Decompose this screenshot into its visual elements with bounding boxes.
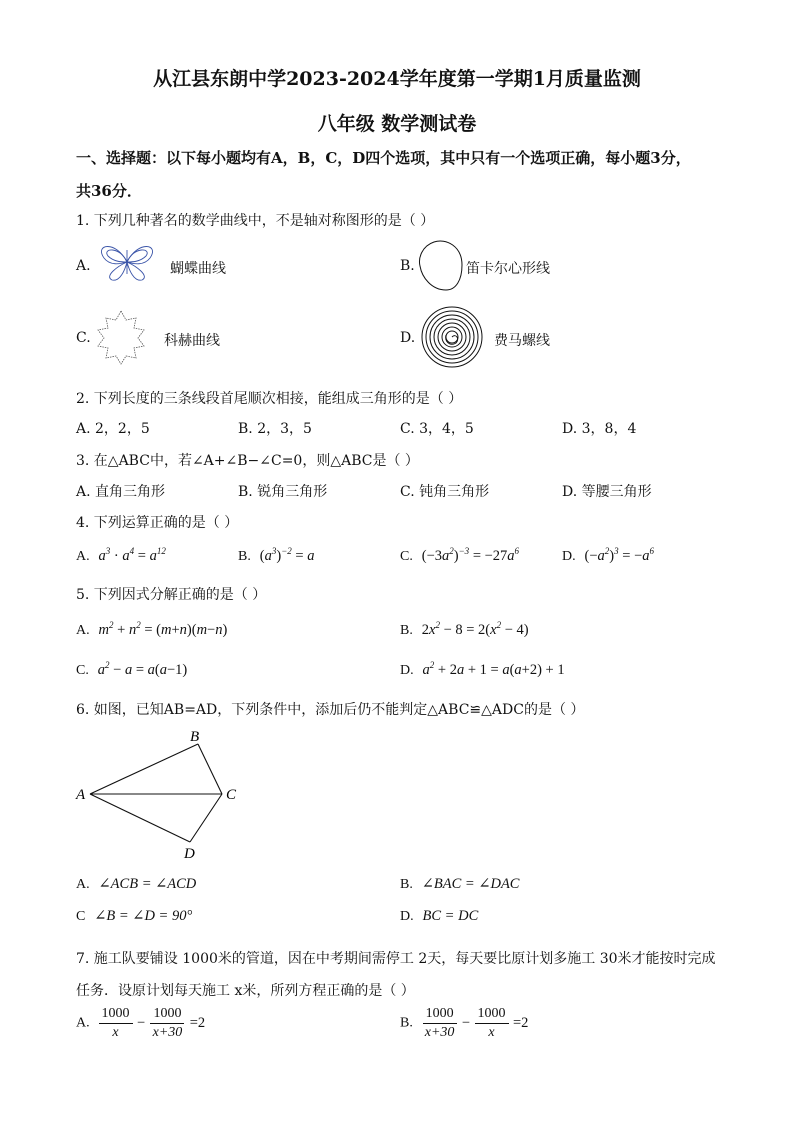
q3-option-d: D. 等腰三角形 bbox=[562, 484, 652, 500]
q2-option-a: A. 2，2，5 bbox=[76, 421, 150, 437]
vertex-label-d: D bbox=[184, 846, 195, 862]
vertex-label-a: A bbox=[76, 787, 86, 803]
q4-option-c: C. $(-3a^2)^{-3} = -27a^6$ bbox=[400, 546, 520, 564]
q6-option-c: C ∠B = ∠D = 90° bbox=[76, 908, 193, 924]
question-6-stem: 6. 如图，已知AB=AD，下列条件中，添加后仍不能判定△ABC≌△ADC的是（ ） bbox=[76, 702, 585, 718]
question-3-stem: 3. 在△ABC中，若∠A+∠B−∠C=0，则△ABC是（ ） bbox=[76, 453, 419, 469]
vertex-label-c: C bbox=[226, 787, 237, 803]
q7-option-a: A. $\frac{1000}{x}$ − $\frac{1000}{x+30}$ =2 bbox=[76, 1006, 206, 1040]
exam-title: 从江县东朗中学2023-2024学年度第一学期1月质量监测 bbox=[153, 68, 641, 90]
cardioid-curve-icon bbox=[416, 236, 472, 294]
vertex-label-b: B bbox=[190, 729, 200, 745]
q1-option-c-text: 科赫曲线 bbox=[164, 333, 220, 349]
q1-option-c-label: C. bbox=[76, 330, 91, 346]
triangle-figure bbox=[70, 726, 250, 864]
fermat-spiral-icon bbox=[420, 305, 484, 369]
q1-option-d-text: 费马螺线 bbox=[494, 333, 550, 349]
q1-option-a-text: 蝴蝶曲线 bbox=[170, 261, 226, 277]
question-7-stem-cont: 任务．设原计划每天施工 x米，所列方程正确的是（ ） bbox=[76, 983, 415, 999]
question-2-stem: 2. 下列长度的三条线段首尾顺次相接，能组成三角形的是（ ） bbox=[76, 391, 463, 407]
q4-option-b: B. $(a^3)^{-2} = a$ bbox=[238, 546, 315, 564]
koch-snowflake-icon bbox=[90, 308, 152, 366]
question-7-stem: 7. 施工队要铺设 1000米的管道，因在中考期间需停工 2天，每天要比原计划多施工 30米才能按时完成 bbox=[76, 951, 716, 967]
q1-option-d-label: D. bbox=[400, 330, 416, 346]
section-heading: 一、选择题：以下每小题均有A，B，C，D四个选项，其中只有一个选项正确，每小题3分， bbox=[76, 149, 691, 167]
q4-option-a: A. $a^3 \cdot a^4 = a^{12}$ bbox=[76, 546, 166, 564]
q1-option-a-label: A. bbox=[76, 258, 91, 274]
q5-option-b: B. $2x^2 - 8 = 2(x^2 - 4)$ bbox=[400, 620, 529, 638]
q5-option-a: A. $m^2 + n^2 = (m+n)(m-n)$ bbox=[76, 620, 228, 638]
q5-option-c: C. $a^2 - a = a(a-1)$ bbox=[76, 660, 188, 678]
q6-option-d: D. BC = DC bbox=[400, 908, 479, 924]
question-4-stem: 4. 下列运算正确的是（ ） bbox=[76, 515, 239, 531]
q6-option-b: B. ∠BAC = ∠DAC bbox=[400, 876, 520, 892]
section-heading-cont: 共36分． bbox=[76, 182, 142, 200]
butterfly-curve-icon bbox=[96, 240, 158, 282]
q5-option-d: D. $a^2 + 2a + 1 = a(a+2) + 1$ bbox=[400, 660, 565, 678]
q4-option-d: D. $(-a^2)^3 = -a^6$ bbox=[562, 546, 654, 564]
q3-option-a: A. 直角三角形 bbox=[76, 484, 166, 500]
q2-option-d: D. 3，8，4 bbox=[562, 421, 637, 437]
question-1-stem: 1. 下列几种著名的数学曲线中，不是轴对称图形的是（ ） bbox=[76, 213, 435, 229]
q3-option-c: C. 钝角三角形 bbox=[400, 484, 490, 500]
q1-option-b-label: B. bbox=[400, 258, 415, 274]
q1-option-b-text: 笛卡尔心形线 bbox=[466, 261, 550, 277]
question-5-stem: 5. 下列因式分解正确的是（ ） bbox=[76, 587, 267, 603]
q7-option-b: B. $\frac{1000}{x+30}$ − $\frac{1000}{x}$ =2 bbox=[400, 1006, 529, 1040]
q2-option-b: B. 2，3，5 bbox=[238, 421, 312, 437]
q6-option-a: A. ∠ACB = ∠ACD bbox=[76, 876, 197, 892]
exam-subtitle: 八年级 数学测试卷 bbox=[317, 113, 477, 135]
q2-option-c: C. 3，4，5 bbox=[400, 421, 474, 437]
q3-option-b: B. 锐角三角形 bbox=[238, 484, 328, 500]
